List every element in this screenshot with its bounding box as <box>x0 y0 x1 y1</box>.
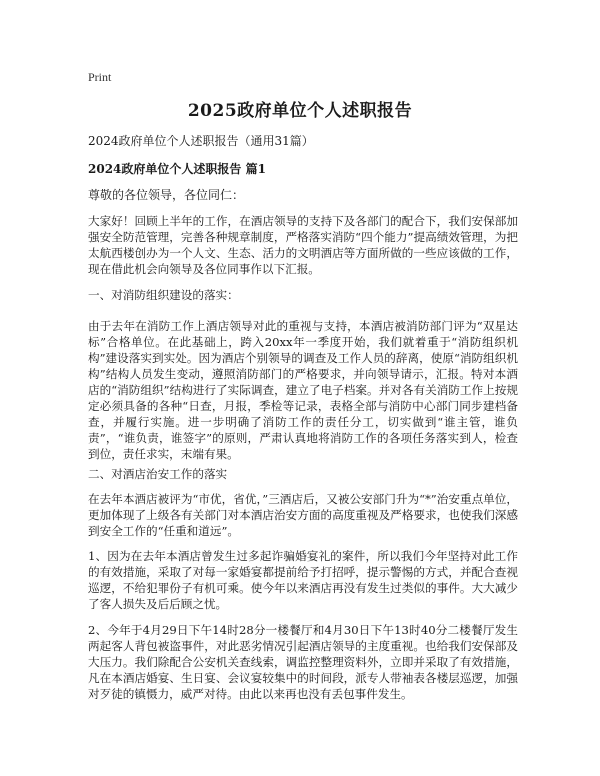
salutation: 尊敬的各位领导，各位同仁： <box>88 188 245 202</box>
paragraph-intro: 大家好！回顾上半年的工作，在酒店领导的支持下及各部门的配合下，我们安保部加强安全防范管理，完善各种规章制度，严格落实消防“四个能力”提高绩效管理，为把太航西楼创办为一个人文、生态、活力的文明酒店等方面所做的一些应该做的工作，现在借此机会向领导及各位同事作以下汇报。 <box>88 214 518 276</box>
article-heading: 2024政府单位个人述职报告 篇1 <box>88 162 266 176</box>
page-title: 2025政府单位个人述职报告 <box>187 101 413 121</box>
paragraph-fire-safety: 由于去年在消防工作上酒店领导对此的重视与支持，本酒店被消防部门评为“双星达标”合格单位。在此基础上，跨入20xx年一季度开始，我们就着重于“消防组织机构”建设落实到实处。因为酒店个别领导的调查及工作人员的辞离，使原“消防组织机构”结构人员发生变动，遵照消防部门的严格要求，并向领导请示，汇报。特对本酒店的“消防组织”结构进行了实际调查，建立了电子档案。并对各有关消防工作上按规定必须具备的各种“日查，月报，季检等记录，表格全部与消防中心部门同步建档备查，并履行实施。进一步明确了消防工作的责任分工，切实做到“谁主管，谁负责”，“谁负责，谁签字”的原则，严肃认真地将消防工作的各项任务落实到人，检查到位，责任求实，末端有果。 <box>88 319 518 461</box>
document-subtitle: 2024政府单位个人述职报告（通用31篇） <box>88 134 314 148</box>
section-title-security: 二、对酒店治安工作的落实 <box>88 467 228 481</box>
list-item-2: 2、今年于4月29日下午14时28分一楼餐厅和4月30日下午13时40分二楼餐厅发生两起客人背包被盗事件，对此恶劣情况引起酒店领导的主度重视。也给我们安保部及大压力。我们除配合公安机关查线索，调监控整理资料外，立即并采取了有效措施，凡在本酒店婚宴、生日宴、会议宴较集中的时间段，派专人带袖表各楼层巡逻，加强对歹徒的镇慑力，威严对待。由此以来再也没有丢包事件发生。 <box>88 623 518 701</box>
section-title-fire-safety: 一、对消防组织建设的落实： <box>88 288 239 302</box>
paragraph-security: 在去年本酒店被评为“市优，省优，”三酒店后，又被公安部门升为“*”治安重点单位，更加体现了上级各有关部门对本酒店治安方面的高度重视及严格要求，也使我们深感到安全工作的“任重和道远”。 <box>88 492 518 538</box>
print-label[interactable]: Print <box>88 70 112 84</box>
list-item-1: 1、因为在去年本酒店曾发生过多起诈骗婚宴礼的案件，所以我们今年坚持对此工作的有效措施，采取了对每一家婚宴都提前给予打招呼，提示警惕的方式，并配合查视巡逻，不给犯罪份子有机可乘。使今年以来酒店再没有发生过类似的事件。大大减少了客人损失及后后顾之忧。 <box>88 549 518 611</box>
